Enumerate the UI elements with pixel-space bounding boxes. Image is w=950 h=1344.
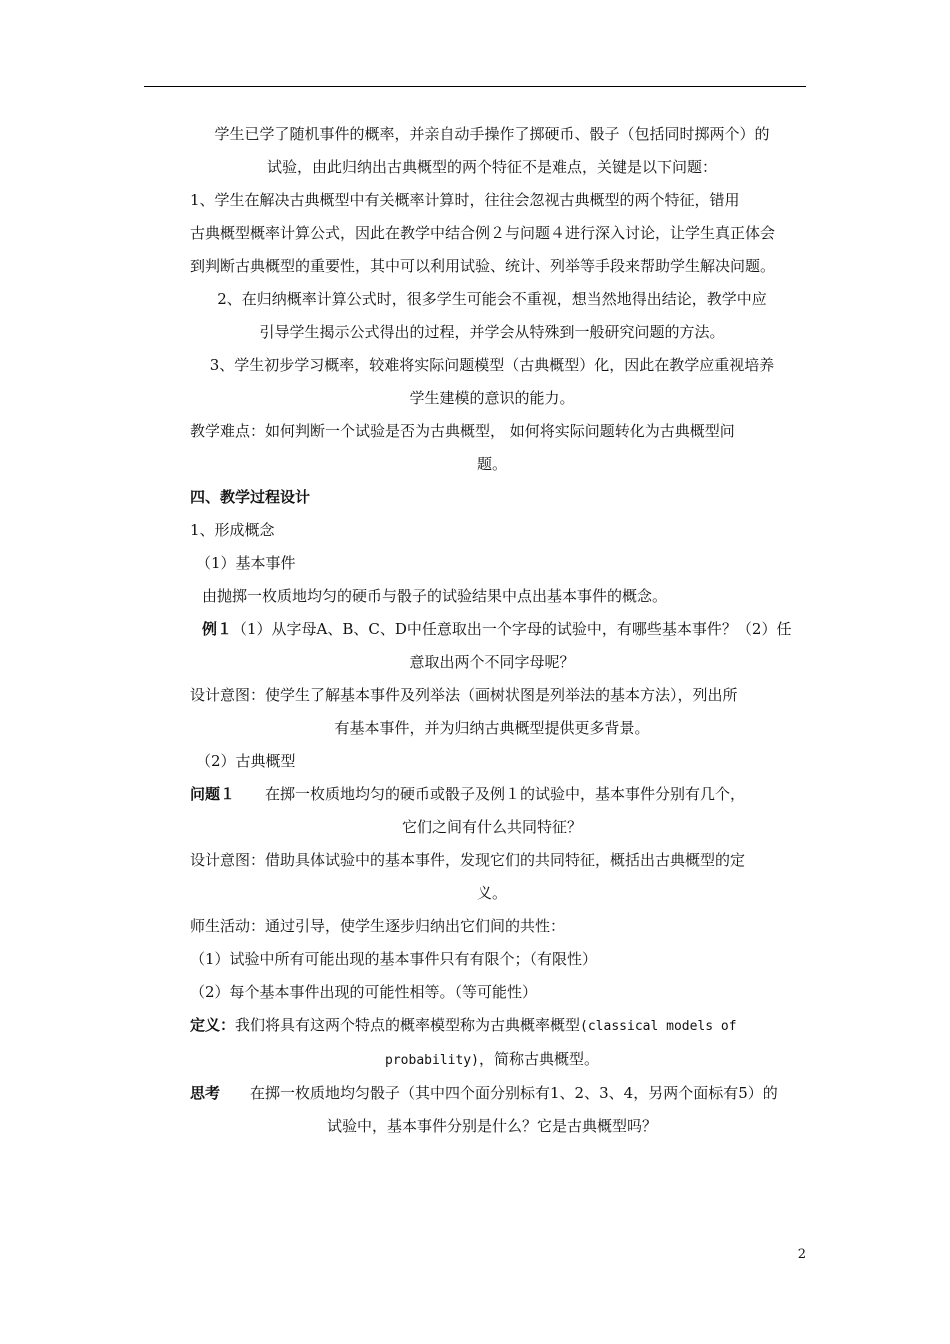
definition-english: probability)	[385, 1053, 479, 1068]
think-text: 在掷一枚质地均匀骰子（其中四个面分别标有1、2、3、4，另两个面标有5）的	[220, 1084, 778, 1102]
paragraph: 设计意图：使学生了解基本事件及列举法（画树状图是列举法的基本方法），列出所	[190, 686, 738, 704]
list-item: （1）试验中所有可能出现的基本事件只有有限个；（有限性）	[190, 950, 598, 968]
list-item: （2）每个基本事件出现的可能性相等。（等可能性）	[190, 983, 538, 1001]
paragraph: 古典概型概率计算公式，因此在教学中结合例２与问题４进行深入讨论，让学生真正体会	[190, 224, 776, 242]
paragraph: 学生已学了随机事件的概率，并亲自动手操作了掷硬币、骰子（包括同时掷两个）的	[214, 125, 770, 143]
paragraph: 由抛掷一枚质地均匀的硬币与骰子的试验结果中点出基本事件的概念。	[202, 587, 668, 605]
example-text: （1）从字母A、B、C、D中任意取出一个字母的试验中，有哪些基本事件？（2）任	[232, 620, 792, 638]
example-label: 例１	[202, 620, 233, 638]
paragraph: 学生建模的意识的能力。	[409, 389, 575, 407]
document-body	[190, 118, 794, 1143]
paragraph: 试验中，基本事件分别是什么？它是古典概型吗？	[326, 1117, 657, 1135]
paragraph: 3、学生初步学习概率，较难将实际问题模型（古典概型）化，因此在教学应重视培养	[209, 356, 775, 374]
definition-text: ，简称古典概型。	[478, 1050, 599, 1068]
definition-text: 我们将具有这两个特点的概率模型称为古典概率概型	[235, 1016, 581, 1034]
subsection-heading: 1、形成概念	[190, 521, 275, 539]
subsection-heading: （2）古典概型	[196, 752, 296, 770]
definition-continued	[190, 1043, 794, 1077]
subsection-heading: （1）基本事件	[196, 554, 296, 572]
paragraph: 师生活动：通过引导，使学生逐步归纳出它们间的共性：	[190, 917, 566, 935]
question-1	[190, 778, 794, 811]
paragraph: 义。	[476, 884, 507, 902]
think-prompt	[190, 1077, 794, 1110]
paragraph: 引导学生揭示公式得出的过程，并学会从特殊到一般研究问题的方法。	[259, 323, 725, 341]
paragraph: 题。	[476, 455, 507, 473]
paragraph: 意取出两个不同字母呢？	[409, 653, 575, 671]
page-number: 2	[797, 1247, 806, 1262]
paragraph: 试验，由此归纳出古典概型的两个特征不是难点，关键是以下问题：	[266, 158, 717, 176]
definition-english: (classical models of	[580, 1019, 737, 1034]
paragraph: 有基本事件，并为归纳古典概型提供更多背景。	[334, 719, 650, 737]
header-rule	[144, 86, 806, 87]
paragraph: 设计意图：借助具体试验中的基本事件，发现它们的共同特征，概括出古典概型的定	[190, 851, 746, 869]
definition	[190, 1009, 794, 1043]
question-text: 在掷一枚质地均匀的硬币或骰子及例１的试验中，基本事件分别有几个，	[235, 785, 746, 803]
question-label: 问题１	[190, 785, 236, 803]
paragraph: 教学难点：如何判断一个试验是否为古典概型， 如何将实际问题转化为古典概型问	[190, 422, 735, 440]
paragraph: 它们之间有什么共同特征？	[401, 818, 582, 836]
paragraph: 2、在归纳概率计算公式时，很多学生可能会不重视，想当然地得出结论，教学中应	[217, 290, 767, 308]
definition-label: 定义：	[190, 1016, 236, 1034]
paragraph: 到判断古典概型的重要性，其中可以利用试验、统计、列举等手段来帮助学生解决问题。	[190, 257, 776, 275]
paragraph: 1、学生在解决古典概型中有关概率计算时，往往会忽视古典概型的两个特征，错用	[190, 191, 740, 209]
section-heading: 四、教学过程设计	[190, 488, 311, 506]
example-1	[190, 613, 794, 646]
think-label: 思考	[190, 1084, 221, 1102]
